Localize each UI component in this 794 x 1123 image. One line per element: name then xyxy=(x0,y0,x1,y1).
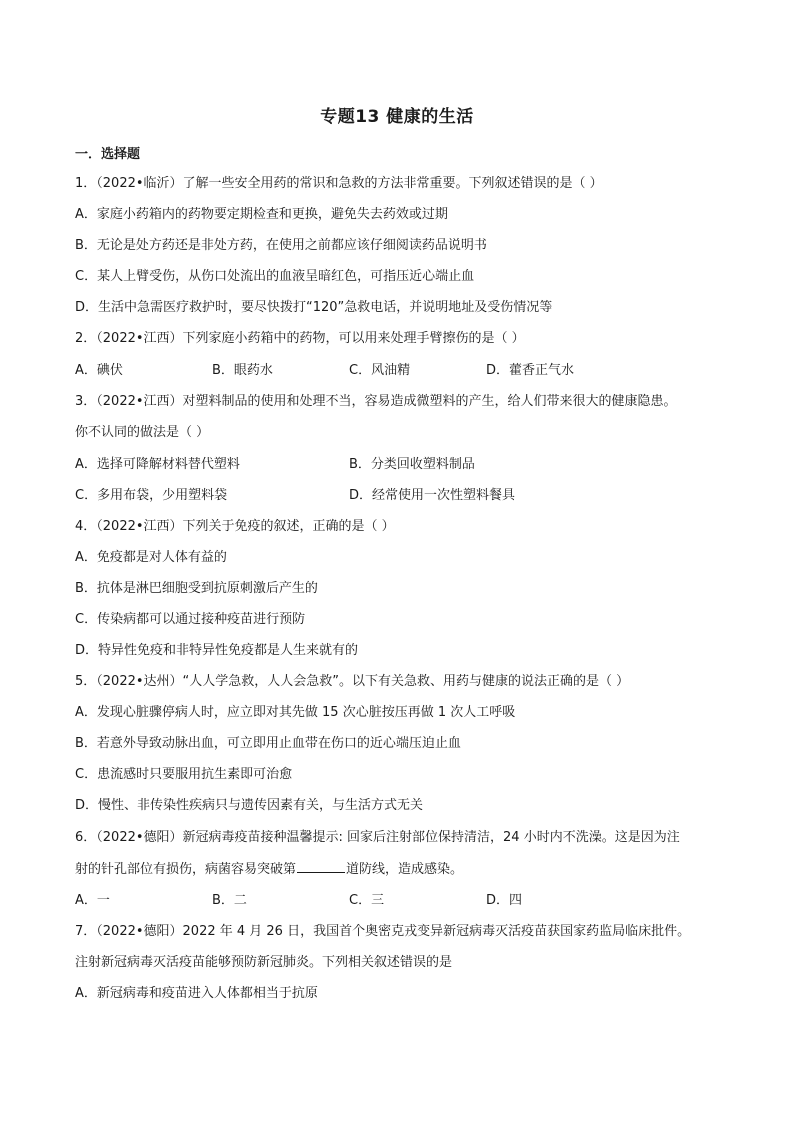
question-6-option-b: B．二 xyxy=(212,893,247,908)
question-7-stem-line-2: 注射新冠病毒灭活疫苗能够预防新冠肺炎。下列相关叙述错误的是 xyxy=(75,955,453,970)
question-6-option-c: C．三 xyxy=(349,893,385,908)
question-4-option-c: C．传染病都可以通过接种疫苗进行预防 xyxy=(75,612,306,627)
page-title: 专题13 健康的生活 xyxy=(320,107,474,127)
question-6-stem-line-2 xyxy=(75,860,463,879)
question-3-option-b: B．分类回收塑料制品 xyxy=(349,457,475,472)
question-3-option-a: A．选择可降解材料替代塑料 xyxy=(75,457,240,472)
question-5-stem: 5．（2022•达州）“人人学急救，人人会急救”。以下有关急救、用药与健康的说法正确的是（ ） xyxy=(75,674,630,689)
question-1-option-b: B．无论是处方药还是非处方药，在使用之前都应该仔细阅读药品说明书 xyxy=(75,238,487,253)
question-1-stem: 1．（2022•临沂）了解一些安全用药的常识和急救的方法非常重要。下列叙述错误的是（ ） xyxy=(75,176,603,191)
question-5-option-a: A．发现心脏骤停病人时，应立即对其先做 15 次心脏按压再做 1 次人工呼吸 xyxy=(75,705,516,720)
question-1-option-c: C．某人上臂受伤，从伤口处流出的血液呈暗红色，可指压近心端止血 xyxy=(75,269,475,284)
question-3-stem-line-1: 3．（2022•江西）对塑料制品的使用和处理不当，容易造成微塑料的产生，给人们带来很大的健康隐患。 xyxy=(75,394,677,409)
question-3-option-d: D．经常使用一次性塑料餐具 xyxy=(349,488,516,503)
question-2-option-d: D．藿香正气水 xyxy=(486,363,575,378)
question-4-option-b: B．抗体是淋巴细胞受到抗原刺激后产生的 xyxy=(75,581,318,596)
question-4-option-d: D．特异性免疫和非特异性免疫都是人生来就有的 xyxy=(75,643,359,658)
question-4-stem: 4．（2022•江西）下列关于免疫的叙述，正确的是（ ） xyxy=(75,519,395,534)
question-2-option-c: C．风油精 xyxy=(349,363,411,378)
question-1-option-d: D．生活中急需医疗救护时，要尽快拨打“120”急救电话，并说明地址及受伤情况等 xyxy=(75,300,553,315)
question-5-option-c: C．患流感时只要服用抗生素即可治愈 xyxy=(75,767,293,782)
question-5-option-d: D．慢性、非传染性疾病只与遗传因素有关，与生活方式无关 xyxy=(75,798,424,813)
question-6-option-a: A．一 xyxy=(75,893,110,908)
question-6-stem-part-1: 射的针孔部位有损伤，病菌容易突破第 xyxy=(75,862,297,877)
question-6-stem-part-2: 道防线，造成感染。 xyxy=(346,862,464,877)
question-6-option-d: D．四 xyxy=(486,893,523,908)
question-3-stem-line-2: 你不认同的做法是（ ） xyxy=(75,425,210,440)
question-1-option-a: A．家庭小药箱内的药物要定期检查和更换，避免失去药效或过期 xyxy=(75,207,448,222)
question-2-stem: 2．（2022•江西）下列家庭小药箱中的药物，可以用来处理手臂擦伤的是（ ） xyxy=(75,331,525,346)
question-4-option-a: A．免疫都是对人体有益的 xyxy=(75,550,227,565)
question-7-stem-line-1: 7．（2022•德阳）2022 年 4 月 26 日，我国首个奥密克戎变异新冠病毒灭活疫苗获国家药监局临床批件。 xyxy=(75,924,691,939)
question-5-option-b: B．若意外导致动脉出血，可立即用止血带在伤口的近心端压迫止血 xyxy=(75,736,461,751)
question-7-option-a: A．新冠病毒和疫苗进入人体都相当于抗原 xyxy=(75,986,318,1001)
section-heading: 一．选择题 xyxy=(75,147,141,162)
question-3-option-c: C．多用布袋，少用塑料袋 xyxy=(75,488,228,503)
question-2-option-b: B．眼药水 xyxy=(212,363,273,378)
fill-in-blank xyxy=(297,860,345,873)
question-2-option-a: A．碘伏 xyxy=(75,363,123,378)
question-6-stem-line-1: 6．（2022•德阳）新冠病毒疫苗接种温馨提示: 回家后注射部位保持清洁，24 小时内不洗澡。这是因为注 xyxy=(75,830,680,845)
